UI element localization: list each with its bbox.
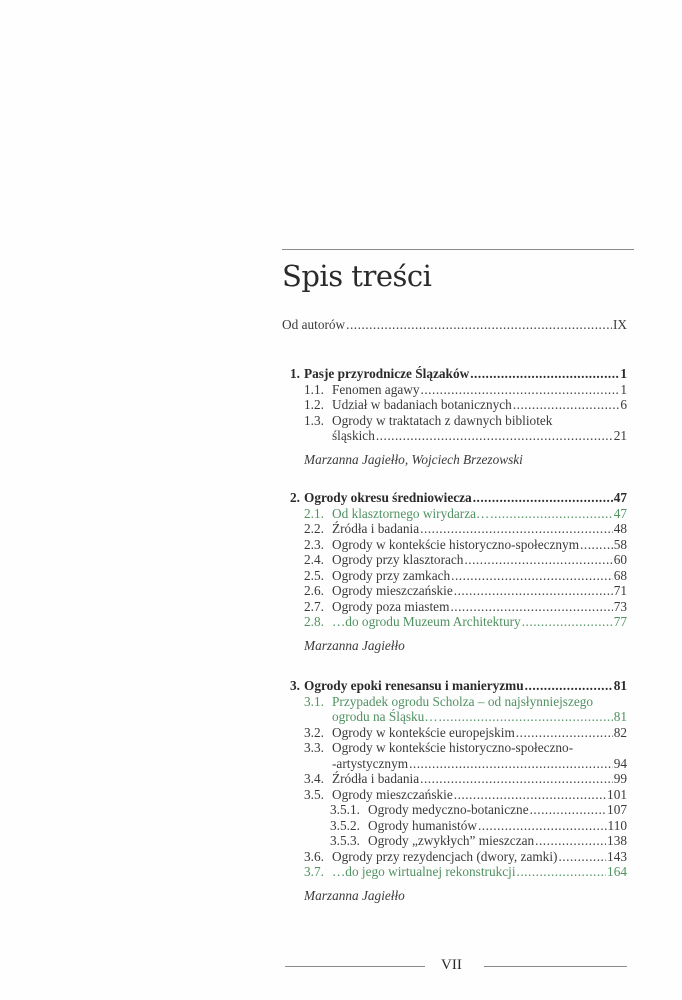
entry-number: 1.1.	[304, 381, 324, 397]
dot-leader	[517, 864, 607, 880]
toc-chapter-heading[interactable]	[282, 678, 627, 694]
dot-leader	[376, 428, 613, 444]
toc-entry[interactable]	[282, 725, 627, 741]
entry-title: Ogrody „zwykłych” mieszczan	[368, 833, 535, 848]
entry-page: 47	[613, 490, 627, 505]
entry-number: 1.3.	[304, 412, 324, 428]
entry-title: Ogrody w kontekście historyczno-społecznym	[332, 536, 580, 552]
toc-entry-continuation[interactable]	[282, 756, 627, 772]
entry-number: 1.	[290, 366, 300, 381]
dot-leader	[470, 366, 619, 382]
entry-page: 110	[607, 817, 627, 833]
entry-number: 3.4.	[304, 771, 324, 786]
toc-entry[interactable]	[282, 694, 627, 710]
entry-title: Ogrody mieszczańskie	[332, 583, 453, 598]
entry-title: Ogrody przy zamkach	[332, 567, 451, 583]
toc-entry[interactable]	[282, 506, 627, 522]
dot-leader	[473, 490, 613, 506]
toc-entry[interactable]	[282, 413, 627, 429]
chapter-author: Marzanna Jagiełło	[304, 637, 405, 653]
dot-leader	[580, 537, 613, 553]
toc-front-matter	[282, 317, 627, 333]
entry-number: 2.4.	[304, 552, 324, 567]
dot-leader	[454, 583, 613, 599]
entry-number: 3.5.3.	[330, 833, 360, 848]
entry-page: 143	[607, 848, 627, 864]
toc-entry[interactable]	[282, 583, 627, 599]
dot-leader	[420, 771, 613, 787]
toc-entry[interactable]	[282, 818, 627, 834]
page-number: VII	[441, 957, 462, 973]
entry-page: 47	[613, 505, 627, 521]
entry-title: Ogrody w kontekście europejskim	[332, 724, 515, 740]
toc-chapter-heading[interactable]	[282, 490, 627, 506]
entry-number: 3.3.	[304, 740, 324, 755]
entry-page: 99	[613, 771, 627, 786]
toc-entry[interactable]	[282, 787, 627, 803]
footer-rule-right	[484, 966, 627, 967]
entry-page: 6	[620, 397, 627, 412]
entry-page: 81	[613, 678, 627, 693]
dot-leader	[558, 849, 606, 865]
entry-number: 3.2.	[304, 724, 324, 740]
entry-title: Ogrody epoki renesansu i manieryzmu	[304, 678, 524, 693]
toc-entry[interactable]	[282, 552, 627, 568]
entry-title: ogrodu na Śląsku…	[332, 709, 438, 724]
entry-page: 77	[613, 614, 627, 629]
toc-entry[interactable]	[282, 614, 627, 630]
entry-page: 101	[607, 786, 627, 802]
entry-title: Od klasztornego wirydarza…	[332, 505, 490, 521]
chapter-author: Marzanna Jagiełło	[304, 887, 405, 903]
dot-leader	[464, 552, 612, 568]
entry-page: 81	[613, 709, 627, 724]
entry-page: 60	[613, 552, 627, 567]
entry-number: 3.5.2.	[330, 817, 360, 833]
dot-leader	[450, 599, 612, 615]
toc-entry[interactable]	[282, 771, 627, 787]
entry-number: 2.1.	[304, 505, 324, 521]
toc-entry[interactable]	[282, 568, 627, 584]
entry-title: -artystycznym	[332, 755, 409, 771]
entry-title: Ogrody okresu średniowiecza	[304, 490, 472, 505]
toc-entry[interactable]	[282, 521, 627, 537]
entry-number: 2.5.	[304, 567, 324, 583]
entry-title: Ogrody medyczno-botaniczne	[368, 802, 529, 817]
dot-leader	[535, 833, 606, 849]
entry-number: 3.7.	[304, 864, 324, 879]
entry-title: Ogrody humanistów	[368, 817, 477, 833]
entry-title: Udział w badaniach botanicznych	[332, 397, 512, 412]
toc-entry[interactable]	[282, 537, 627, 553]
entry-title: Przypadek ogrodu Scholza – od najsłynniejszego	[332, 693, 594, 709]
entry-page: 107	[607, 802, 627, 817]
entry-title: Fenomen agawy	[332, 381, 420, 397]
entry-number: 2.	[290, 490, 300, 505]
entry-title: Źródła i badania	[332, 771, 420, 786]
entry-title: Ogrody poza miastem	[332, 598, 450, 614]
entry-number: 2.7.	[304, 598, 324, 614]
dot-leader	[522, 614, 613, 630]
entry-page: 164	[607, 864, 627, 879]
toc-entry[interactable]	[282, 397, 627, 413]
entry-title: …do jego wirtualnej rekonstrukcji	[332, 864, 516, 879]
toc-entry[interactable]	[282, 599, 627, 615]
entry-number: 2.3.	[304, 536, 324, 552]
entry-title: Źródła i badania	[332, 521, 420, 536]
dot-leader	[451, 568, 613, 584]
entry-title: Ogrody w kontekście historyczno-społeczno-	[332, 740, 574, 755]
entry-page: 58	[613, 536, 627, 552]
entry-page: 82	[613, 724, 627, 740]
entry-title: Ogrody przy klasztorach	[332, 552, 464, 567]
dot-leader	[420, 521, 613, 537]
dot-leader	[516, 725, 613, 741]
dot-leader	[409, 756, 613, 772]
toc-entry-front[interactable]	[282, 317, 627, 333]
toc-section-3	[282, 678, 627, 903]
entry-number: 1.2.	[304, 397, 324, 412]
entry-number: 2.2.	[304, 521, 324, 536]
entry-title: Ogrody w traktatach z dawnych bibliotek	[332, 412, 553, 428]
entry-page: 68	[613, 567, 627, 583]
entry-number: 3.5.	[304, 786, 324, 802]
entry-page: 1	[620, 381, 627, 397]
dot-leader	[478, 818, 607, 834]
entry-title: Ogrody mieszczańskie	[332, 786, 453, 802]
dot-leader	[454, 787, 606, 803]
entry-title: śląskich	[332, 428, 375, 443]
toc-section-2	[282, 490, 627, 653]
entry-page: 1	[620, 366, 627, 381]
entry-title: Ogrody przy rezydencjach (dwory, zamki)	[332, 848, 558, 864]
dot-leader	[346, 317, 612, 333]
toc-entry[interactable]	[282, 864, 627, 880]
entry-page: 73	[613, 598, 627, 614]
entry-page: 138	[607, 833, 627, 848]
entry-number: 3.6.	[304, 848, 324, 864]
entry-number: 3.5.1.	[330, 802, 360, 817]
entry-title: Od autorów	[282, 317, 346, 332]
entry-number: 3.	[290, 678, 300, 693]
toc-entry-continuation[interactable]	[282, 709, 627, 725]
toc-entry[interactable]	[282, 740, 627, 756]
dot-leader	[530, 802, 606, 818]
dot-leader	[439, 709, 613, 725]
toc-entry[interactable]	[282, 833, 627, 849]
dot-leader	[421, 382, 620, 398]
entry-title: Pasje przyrodnicze Ślązaków	[304, 366, 470, 381]
footer-rule-left	[285, 966, 425, 967]
dot-leader	[490, 506, 612, 522]
entry-page: 71	[613, 583, 627, 598]
entry-number: 2.8.	[304, 614, 324, 629]
toc-entry[interactable]	[282, 382, 627, 398]
entry-title: …do ogrodu Muzeum Architektury	[332, 614, 521, 629]
toc-entry-continuation[interactable]	[282, 428, 627, 444]
entry-page: 94	[613, 755, 627, 771]
page-title: Spis treści	[282, 259, 432, 293]
toc-section-1	[282, 366, 627, 467]
entry-page: 48	[613, 521, 627, 536]
entry-page: 21	[613, 428, 627, 443]
chapter-author: Marzanna Jagiełło, Wojciech Brzezowski	[304, 451, 523, 467]
entry-page: IX	[612, 317, 627, 332]
dot-leader	[513, 397, 620, 413]
toc-entry[interactable]	[282, 849, 627, 865]
top-rule	[282, 249, 634, 250]
dot-leader	[525, 678, 613, 694]
toc-entry[interactable]	[282, 802, 627, 818]
toc-chapter-heading[interactable]	[282, 366, 627, 382]
entry-number: 3.1.	[304, 693, 324, 709]
entry-number: 2.6.	[304, 583, 324, 598]
